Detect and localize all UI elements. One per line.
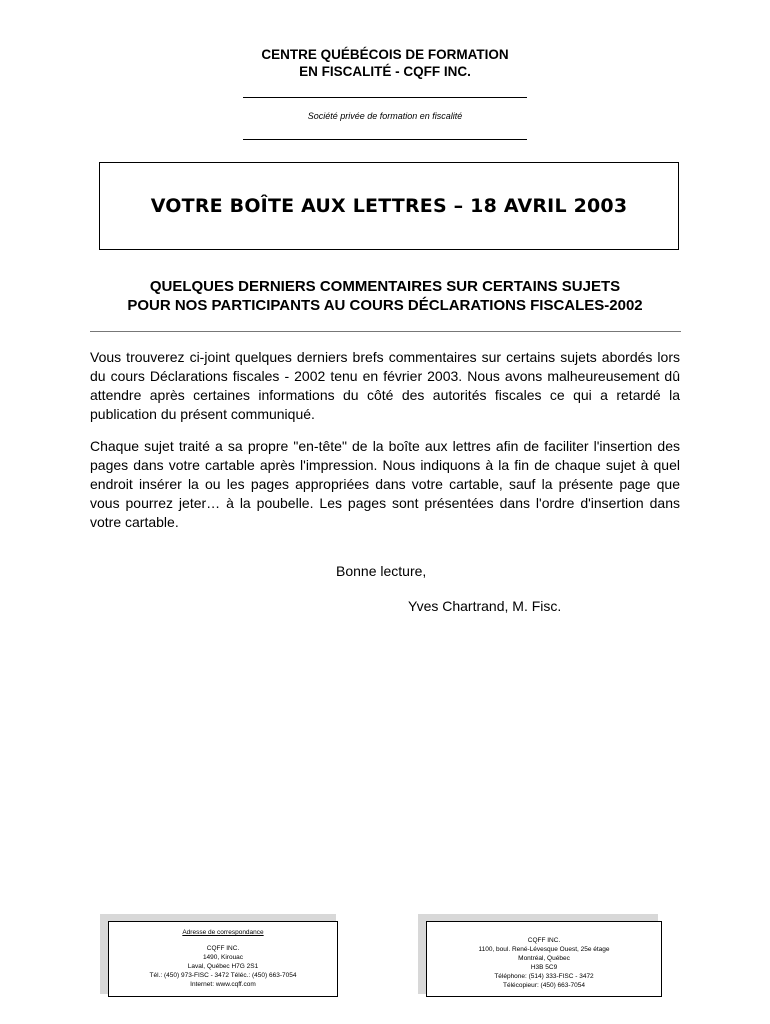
signature: Yves Chartrand, M. Fisc. [408, 598, 562, 614]
address-box-right [418, 914, 662, 998]
address-line: 1100, boul. René-Lévesque Ouest, 25e étage [478, 946, 610, 953]
organization-name-line1: CENTRE QUÉBÉCOIS DE FORMATION [261, 47, 509, 62]
address-box-left [100, 914, 340, 998]
address-box-left-content [108, 921, 338, 997]
header-rule-bottom [243, 139, 527, 140]
address-line: 1490, Kirouac [202, 954, 244, 961]
subtitle-divider [90, 331, 681, 332]
organization-name [0, 46, 770, 80]
title-box [99, 162, 679, 250]
header-rule-top [243, 97, 527, 98]
address-line: Internet: www.cqff.com [190, 981, 256, 988]
address-line: CQFF INC. [206, 945, 240, 952]
tagline: Société privée de formation en fiscalité [307, 111, 463, 121]
body-paragraph-2: Chaque sujet traité a sa propre "en-tête" de la boîte aux lettres afin de faciliter l'insertion des pages dans votre cartable après l'impression. Nous indiquons à la fin de chaque sujet à quel endroit insérer la ou les pages appropriées dans votre cartable, sauf la présente page que vous pourrez jeter… à la poubelle. Les pages sont présentées dans l'ordre d'insertion dans votre cartable. [90, 438, 680, 530]
address-line: Télécopieur: (450) 663-7054 [502, 982, 586, 989]
subtitle-line1: QUELQUES DERNIERS COMMENTAIRES SUR CERTAINS SUJETS [149, 278, 621, 295]
subtitle-line2: POUR NOS PARTICIPANTS AU COURS DÉCLARATIONS FISCALES-2002 [127, 297, 643, 314]
address-line: Téléphone: (514) 333-FISC - 3472 [494, 973, 594, 980]
closing-greeting: Bonne lecture, [336, 563, 427, 579]
address-line: CQFF INC. [527, 937, 561, 944]
address-line: Laval, Québec H7G 2S1 [187, 963, 259, 970]
address-line: H3B 5C9 [530, 964, 558, 971]
address-line: Montréal, Québec [518, 955, 570, 962]
subtitle [0, 277, 770, 315]
address-box-right-content [426, 921, 662, 997]
body-paragraph-1: Vous trouverez ci-joint quelques derniers brefs commentaires sur certains sujets abordés lors du cours Déclarations fiscales - 2002 tenu en février 2003. Nous avons malheureusement dû attendre après certaines informations du côté des autorités fiscales ce qui a retardé la publication du présent communiqué. [90, 349, 680, 422]
organization-name-line2: EN FISCALITÉ - CQFF INC. [299, 64, 471, 79]
page-title: VOTRE BOÎTE AUX LETTRES – 18 AVRIL 2003 [150, 195, 628, 217]
address-line: Tél.: (450) 973-FISC - 3472 Téléc.: (450) 663-7054 [149, 972, 297, 979]
address-title: Adresse de correspondance [182, 929, 264, 936]
